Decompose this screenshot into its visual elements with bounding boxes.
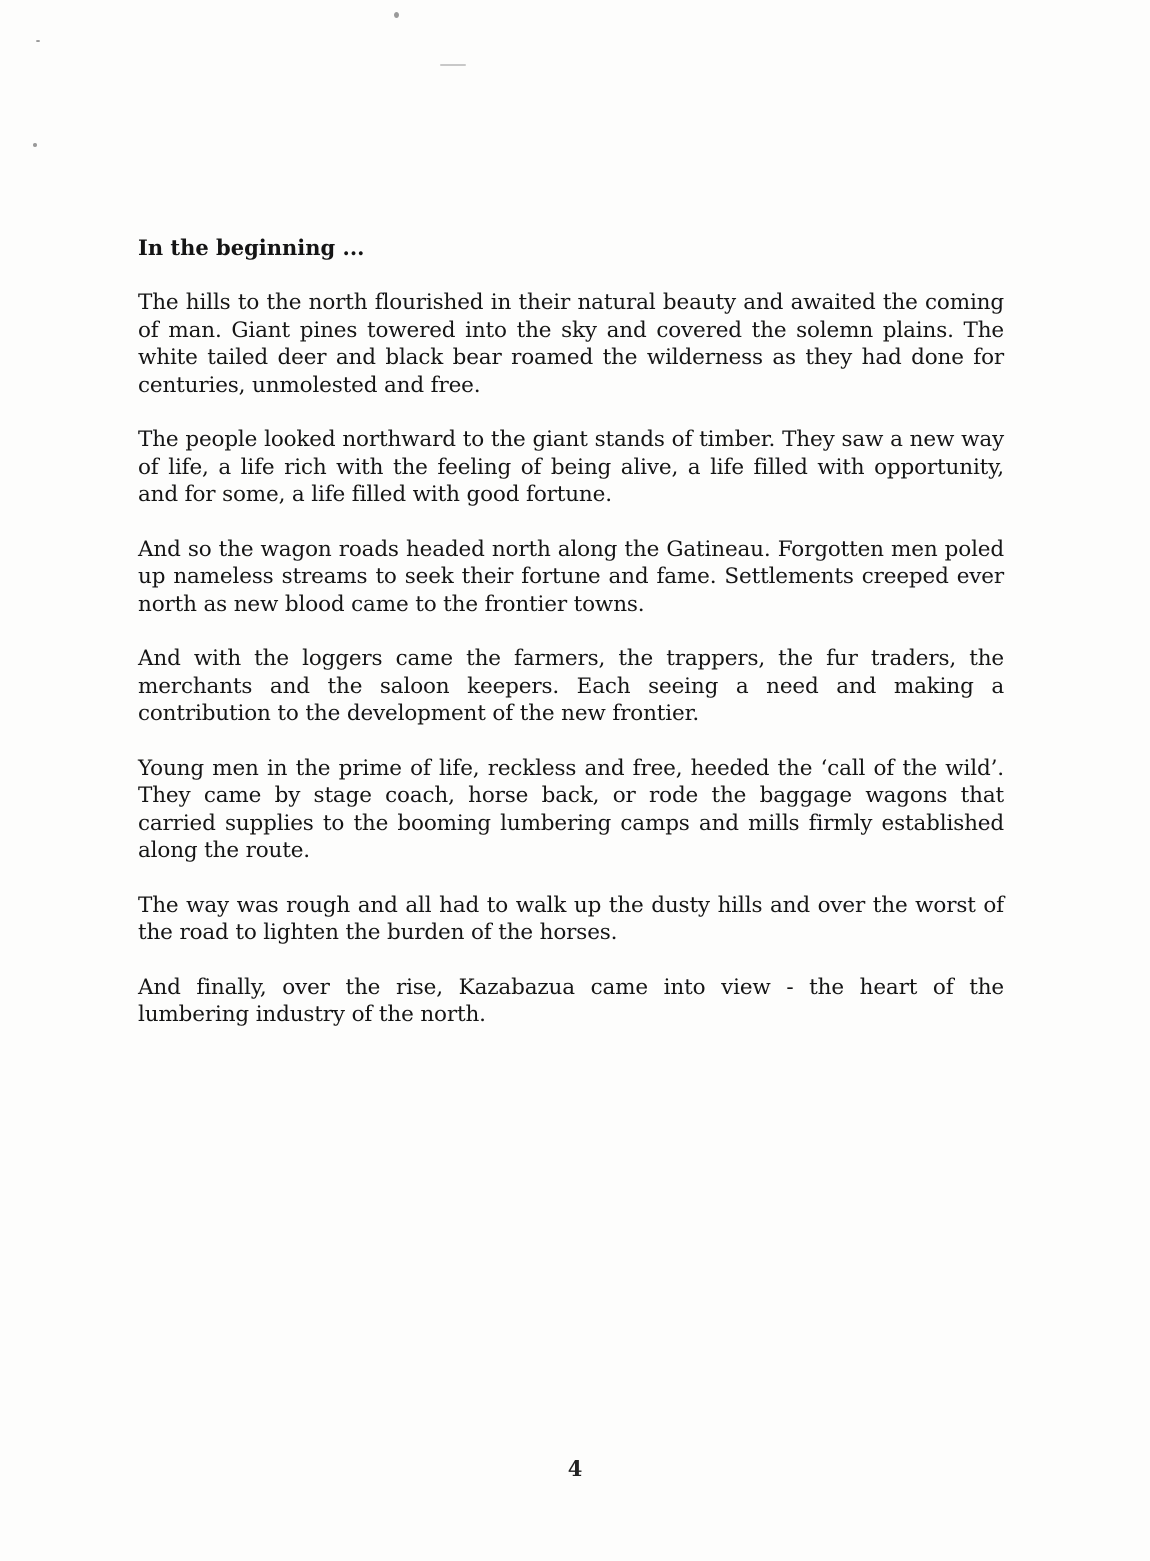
- paragraph-kazabazua: And finally, over the rise, Kazabazua came into view - the heart of the lumbering industry of the north.: [138, 974, 1004, 1027]
- paragraph-rough-way: The way was rough and all had to walk up the dusty hills and over the worst of the road to lighten the burden of the horses.: [138, 892, 1004, 945]
- paragraph-hills: The hills to the north flourished in their natural beauty and awaited the coming of man. Giant pines towered into the sky and covered the solemn plains. The white tailed deer and black bear roamed the wilderness as they had done for centuries, unmolested and free.: [138, 290, 1004, 398]
- document-body: [138, 234, 1004, 1056]
- paragraph-wagon-roads: And so the wagon roads headed north along the Gatineau. Forgotten men poled up nameless streams to seek their fortune and fame. Settlements creeped ever north as new blood came to the frontier towns.: [138, 536, 1004, 617]
- scan-speck: [36, 40, 40, 42]
- scan-speck: [440, 64, 466, 66]
- page-number: 4: [567, 1456, 583, 1481]
- scan-speck: [394, 12, 399, 18]
- paragraph-young-men: Young men in the prime of life, reckless and free, heeded the ‘call of the wild’. They came by stage coach, horse back, or rode the baggage wagons that carried supplies to the booming lumbering camps and mills firmly established along the route.: [138, 755, 1004, 863]
- paragraph-loggers: And with the loggers came the farmers, the trappers, the fur traders, the merchants and the saloon keepers. Each seeing a need and making a contribution to the development of the new frontier.: [138, 646, 1004, 726]
- section-heading: In the beginning ...: [138, 235, 365, 260]
- scan-speck: [33, 143, 37, 147]
- paragraph-people: The people looked northward to the giant stands of timber. They saw a new way of life, a life rich with the feeling of being alive, a life filled with opportunity, and for some, a life filled with good fortune.: [138, 427, 1004, 507]
